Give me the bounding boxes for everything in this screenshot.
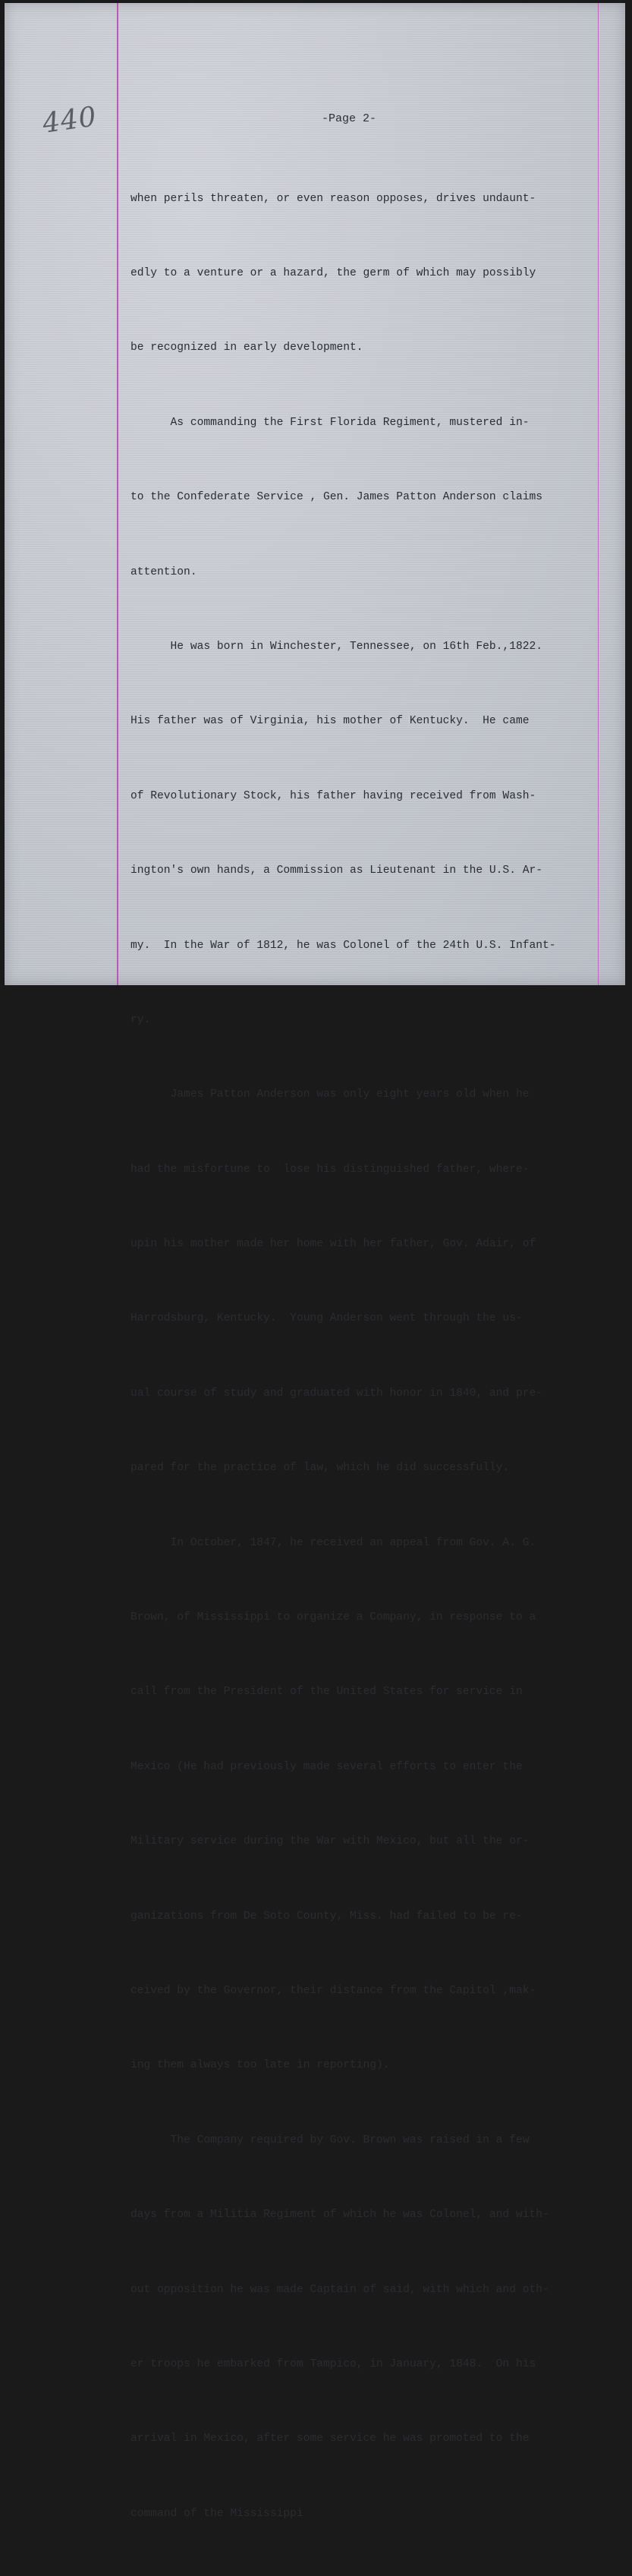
text-line: out opposition he was made Captain of said, with which and oth- xyxy=(130,2283,549,2296)
text-line: Mexico (He had previously made several efforts to enter the xyxy=(130,1760,523,1773)
handwritten-page-number: 440 xyxy=(40,101,99,140)
text-line: had the misfortune to lose his distinguished father, where- xyxy=(130,1163,530,1176)
text-line: ington's own hands, a Commission as Lieutenant in the U.S. Ar- xyxy=(130,864,542,877)
text-line: when perils threaten, or even reason opposes, drives undaunt- xyxy=(130,192,536,205)
text-line: upin his mother made her home with her father, Gov. Adair, of xyxy=(130,1238,536,1251)
text-line: ganizations from De Soto County, Miss. had failed to be re- xyxy=(130,1910,523,1923)
typed-body xyxy=(130,137,616,2576)
text-line: arrival in Mexico, after some service he was promoted to the xyxy=(130,2433,530,2445)
text-line: ry. xyxy=(130,1013,151,1026)
text-line: ual course of study and graduated with honor in 1840, and pre- xyxy=(130,1387,542,1400)
text-line: pared for the practice of law, which he did successfully. xyxy=(130,1462,510,1475)
text-line: In October, 1847, he received an appeal from Gov. A. G. xyxy=(130,1536,536,1549)
text-line: call from the President of the United States for service in xyxy=(130,1686,523,1699)
text-line: edly to a venture or a hazard, the germ of which may possibly xyxy=(130,266,536,279)
text-line: er troops he embarked from Tampico, in January, 1848. On his xyxy=(130,2357,536,2370)
text-line: be recognized in early development. xyxy=(130,342,363,354)
text-line: Harrodsburg, Kentucky. Young Anderson went through the us- xyxy=(130,1312,523,1325)
text-line: He was born in Winchester, Tennessee, on 16th Feb.,1822. xyxy=(130,640,542,653)
text-line: days from a Militia Regiment of which he was Colonel, and with- xyxy=(130,2209,549,2222)
text-line: my. In the War of 1812, he was Colonel of the 24th U.S. Infant- xyxy=(130,939,556,952)
page-header: -Page 2- xyxy=(322,112,377,125)
text-line: Brown, of Mississippi to organize a Company, in response to a xyxy=(130,1611,536,1624)
text-line: ing them always too late in reporting). xyxy=(130,2059,390,2072)
document-page xyxy=(5,3,625,2520)
text-line: The Company required by Gov. Brown was raised in a few xyxy=(130,2134,530,2146)
text-line: Military service during the War with Mexico, but all the or- xyxy=(130,1835,530,1848)
text-line: of Revolutionary Stock, his father having received from Wash- xyxy=(130,789,536,802)
text-line: ceived by the Governor, their distance from the Capitol ,mak- xyxy=(130,1984,536,1997)
text-line: James Patton Anderson was only eight years old when he xyxy=(130,1088,530,1101)
text-line: to the Confederate Service , Gen. James Patton Anderson claims xyxy=(130,491,542,504)
text-line: attention. xyxy=(130,565,197,578)
text-line: His father was of Virginia, his mother of Kentucky. He came xyxy=(130,715,530,728)
text-line: As commanding the First Florida Regiment, mustered in- xyxy=(130,416,530,429)
text-line: command of the Mississippi xyxy=(130,2507,303,2520)
left-margin-rule xyxy=(117,3,118,985)
